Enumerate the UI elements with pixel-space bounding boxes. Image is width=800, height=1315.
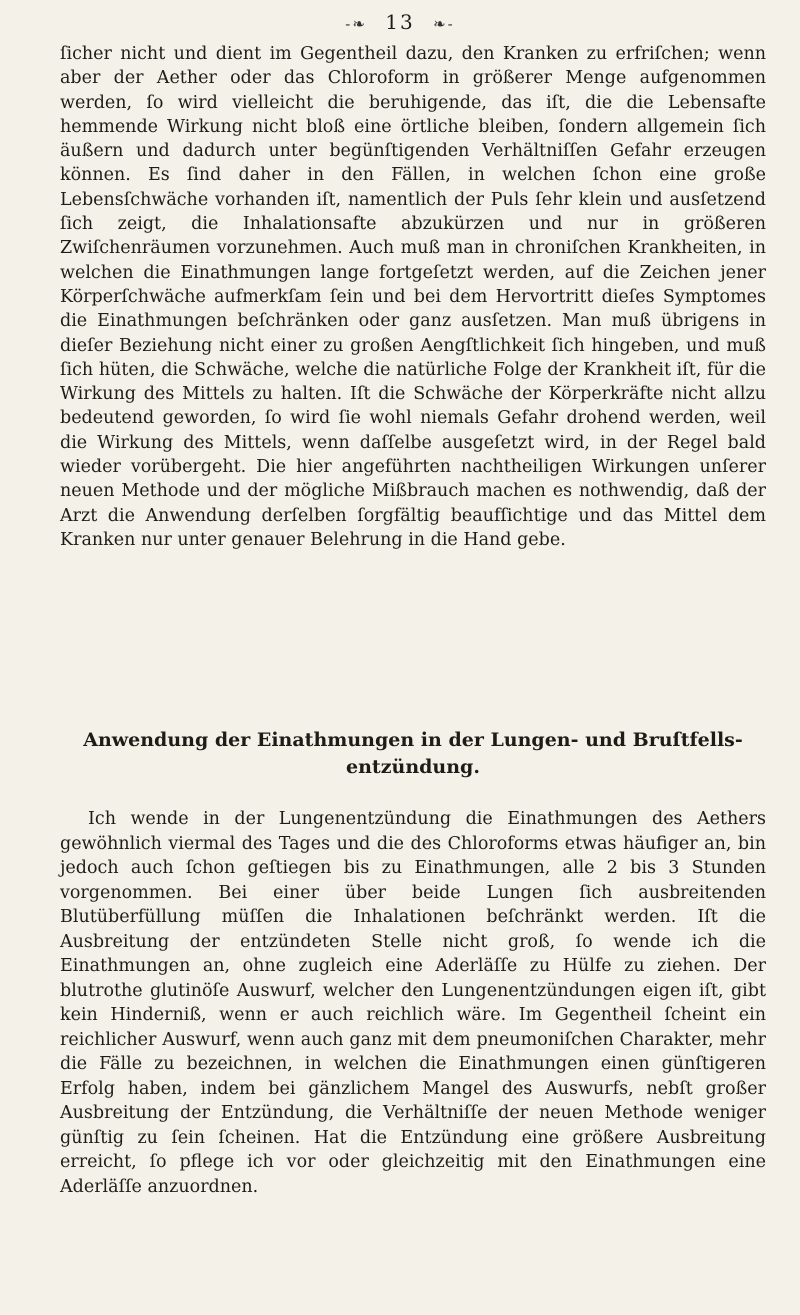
body-paragraph-1: ſicher nicht und dient im Gegentheil dazu, den Kranken zu erfriſchen; wenn aber der Aether oder das Chloroform in größerer Menge aufgenommen werden, ſo wird vielleicht die beruhigende, das iſt, die die Lebensafte hemmende Wirkung nicht bloß eine örtliche bleiben, ſondern allgemein ſich äußern und dadurch unter begünſtigenden Verhältniſſen Gefahr erzeugen können. Es ſind daher in den Fällen, in welchen ſchon eine große Lebensſchwäche vorhanden iſt, namentlich der Puls ſehr klein und ausſetzend ſich zeigt, die Inhalationsafte abzukürzen und nur in größeren Zwiſchenräumen vorzunehmen. Auch muß man in chroniſchen Krankheiten, in welchen die Einathmungen lange fortgeſetzt werden, auf die Zeichen jener Körperſchwäche aufmerkſam ſein und bei dem Hervortritt dieſes Symptomes die Einathmungen beſchränken oder ganz ausſetzen. Man muß übrigens in dieſer Beziehung nicht einer zu großen Aengſtlichkeit ſich hingeben, und muß ſich hüten, die Schwäche, welche die natürliche Folge der Krankheit iſt, für die Wirkung des Mittels zu halten. Iſt die Schwäche der Körperkräfte nicht allzu bedeutend geworden, ſo wird ſie wohl niemals Gefahr drohend werden, weil die Wirkung des Mittels, wenn daſſelbe ausgeſetzt wird, in der Regel bald wieder vorübergeht. Die hier angeführten nachtheiligen Wirkungen unſerer neuen Methode und der mögliche Mißbrauch machen es nothwendig, daß der Arzt die Anwendung derſelben ſorgfältig beaufſichtige und das Mittel dem Kranken nur unter genauer Belehrung in die Hand gebe. [60, 44, 766, 550]
section-heading: Anwendung der Einathmungen in der Lungen- und Bruſtfells-entzündung. [83, 729, 743, 778]
page-header [0, 10, 800, 34]
ornament-right: ❧- [433, 15, 455, 33]
ornament-left: -❧ [345, 15, 367, 33]
body-paragraph-2: Ich wende in der Lungenentzündung die Einathmungen des Aethers gewöhnlich viermal des Tages und die des Chloroforms etwas häufiger an, bin jedoch auch ſchon geſtiegen bis zu Einathmungen, alle 2 bis 3 Stunden vorgenommen. Bei einer über beide Lungen ſich ausbreitenden Blutüberfüllung müſſen die Inhalationen beſchränkt werden. Iſt die Ausbreitung der entzündeten Stelle nicht groß, ſo wende ich die Einathmungen an, ohne zugleich eine Aderläſſe zu Hülfe zu ziehen. Der blutrothe glutinöſe Auswurf, welcher den Lungenentzündungen eigen iſt, gibt kein Hinderniß, wenn er auch reichlich wäre. Im Gegentheil ſcheint ein reichlicher Auswurf, wenn auch ganz mit dem pneumoniſchen Charakter, mehr die Fälle zu bezeichnen, in welchen die Einathmungen einen günſtigeren Erfolg haben, indem bei gänzlichem Mangel des Auswurfs, nebſt großer Ausbreitung der Entzündung, die Verhältniſſe der neuen Methode weniger günſtig zu ſein ſcheinen. Hat die Entzündung eine größere Ausbreitung erreicht, ſo pflege ich vor oder gleichzeitig mit den Einathmungen eine Aderläſſe anzuordnen. [60, 809, 766, 1197]
page-number: 13 [385, 10, 415, 34]
